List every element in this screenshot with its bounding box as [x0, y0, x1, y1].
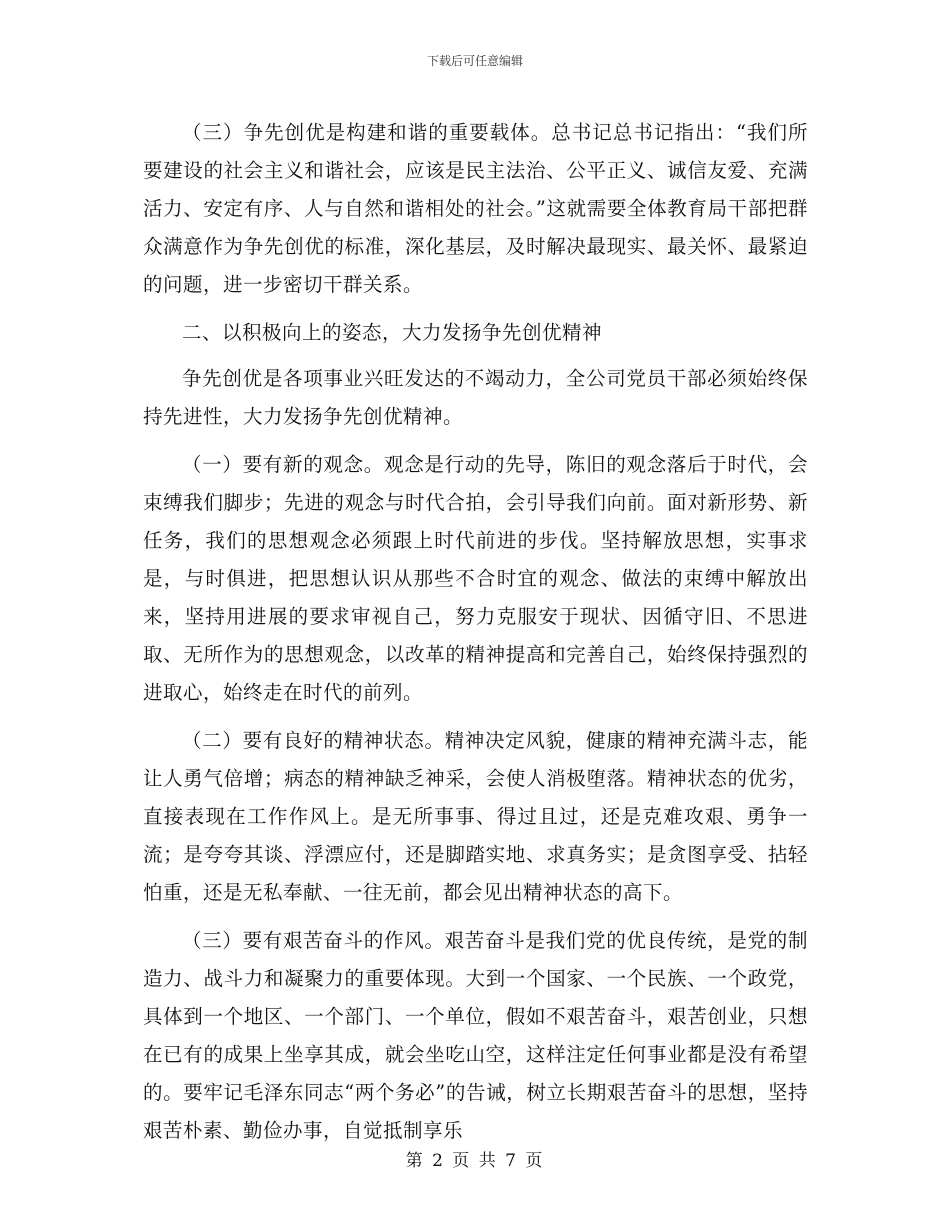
- paragraph-4: （二）要有良好的精神状态。精神决定风貌，健康的精神充满斗志，能让人勇气倍增；病态的精神缺乏神采，会使人消极堕落。精神状态的优劣，直接表现在工作作风上。是无所事事、得过且过，还是克难攻艰、勇争一流；是夸夸其谈、浮漂应付，还是脚踏实地、求真务实；是贪图享受、拈轻怕重，还是无私奉献、一往无前，都会见出精神状态的高下。: [143, 729, 808, 904]
- document-body: [143, 114, 808, 1160]
- paragraph-2: 争先创优是各项事业兴旺发达的不竭动力，全公司党员干部必须始终保持先进性，大力发扬争先创优精神。: [143, 367, 808, 428]
- paragraph-5: （三）要有艰苦奋斗的作风。艰苦奋斗是我们党的优良传统，是党的制造力、战斗力和凝聚力的重要体现。大到一个国家、一个民族、一个政党，具体到一个地区、一个部门、一个单位，假如不艰苦奋斗，艰苦创业，只想在已有的成果上坐享其成，就会坐吃山空，这样注定任何事业都是没有希望的。要牢记毛泽东同志“两个务必”的告诫，树立长期艰苦奋斗的思想，坚持艰苦朴素、勤俭办事，自觉抵制享乐: [143, 929, 808, 1142]
- paragraph-1: （三）争先创优是构建和谐的重要载体。总书记总书记指出：“我们所要建设的社会主义和谐社会，应该是民主法治、公平正义、诚信友爱、充满活力、安定有序、人与自然和谐相处的社会。”这就需要全体教育局干部把群众满意作为争先创优的标准，深化基层，及时解决最现实、最关怀、最紧迫的问题，进一步密切干群关系。: [143, 121, 808, 296]
- paragraph-3: （一）要有新的观念。观念是行动的先导，陈旧的观念落后于时代，会束缚我们脚步；先进的观念与时代合拍，会引导我们向前。面对新形势、新任务，我们的思想观念必须跟上时代前进的步伐。坚持解放思想，实事求是，与时俱进，把思想认识从那些不合时宜的观念、做法的束缚中解放出来，坚持用进展的要求审视自己，努力克服安于现状、因循守旧、不思进取、无所作为的思想观念，以改革的精神提高和完善自己，始终保持强烈的进取心，始终走在时代的前列。: [143, 453, 808, 704]
- page-header: 下载后可任意编辑: [426, 54, 523, 68]
- page-number: 第 2 页 共 7 页: [405, 1151, 545, 1171]
- section-heading: 二、以积极向上的姿态，大力发扬争先创优精神: [182, 321, 603, 344]
